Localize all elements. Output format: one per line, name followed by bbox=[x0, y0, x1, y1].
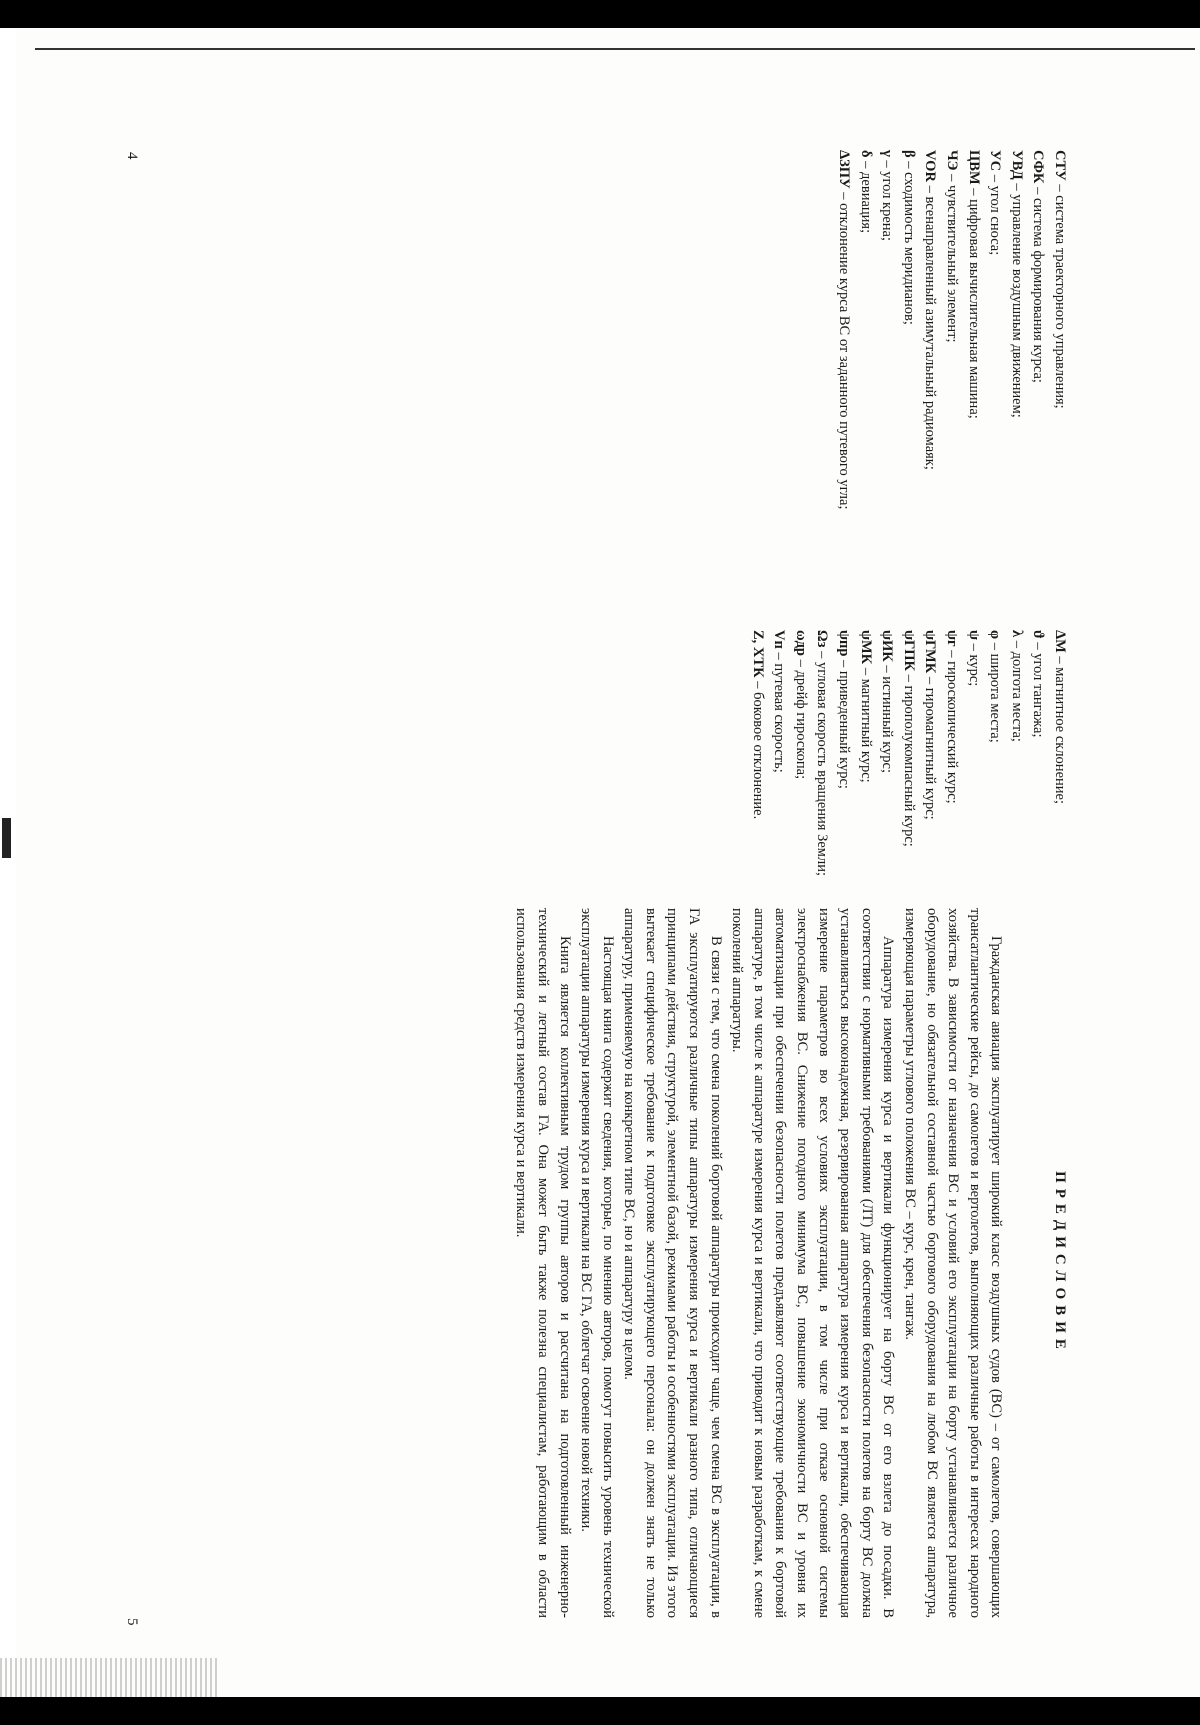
abbreviation-definition: – угол крена; bbox=[879, 156, 896, 242]
abbreviation-entry bbox=[940, 150, 962, 570]
abbreviation-term: ψ bbox=[965, 630, 982, 640]
abbreviation-term: δ bbox=[857, 150, 874, 158]
preface-title: ПРЕДИСЛОВИЕ bbox=[1052, 1171, 1068, 1355]
abbreviation-entry bbox=[1048, 150, 1070, 570]
abbreviation-definition: – управление воздушным движением; bbox=[1008, 179, 1025, 418]
abbreviation-list-left bbox=[832, 150, 1070, 570]
preface-section bbox=[510, 908, 1070, 1618]
abbreviation-definition: – отклонение курса ВС от заданного путевого угла; bbox=[836, 188, 853, 510]
preface-paragraph: Книга является коллективным трудом группы авторов и рассчитана на подготовленный инженерно-технический и летный состав ГА. Она может быть также полезна специалистам, работающим в области использования средств измерения курса и вертикали. bbox=[513, 908, 573, 1618]
abbreviation-term: ψГМК bbox=[922, 630, 939, 674]
abbreviation-term: VOR bbox=[922, 150, 939, 182]
abbreviation-definition: – угол тангажа; bbox=[1030, 638, 1047, 738]
abbreviation-definition: – курс; bbox=[965, 639, 982, 687]
abbreviation-term: ΔМ bbox=[1052, 630, 1068, 653]
abbreviation-definition: – гирополукомпасный курс; bbox=[900, 671, 917, 847]
abbreviation-definition: – дрейф гироскопа; bbox=[792, 656, 809, 780]
abbreviation-term: φ bbox=[987, 630, 1004, 640]
abbreviation-definition: – магнитное склонение; bbox=[1052, 652, 1068, 804]
abbreviation-definition: – широта места; bbox=[987, 639, 1004, 743]
abbreviation-term: СТУ bbox=[1052, 150, 1068, 181]
abbreviation-term: ψГПК bbox=[900, 630, 917, 671]
abbreviation-term: Vп bbox=[771, 630, 788, 649]
abbreviation-term: λ bbox=[1008, 630, 1025, 638]
abbreviation-term: ψМК bbox=[857, 630, 874, 665]
abbreviation-definition: – боковое отклонение. bbox=[749, 677, 766, 820]
abbreviation-entry bbox=[962, 150, 984, 570]
abbreviation-definition: – гиромагнитный курс; bbox=[922, 673, 939, 820]
abbreviation-definition: – система траекторного управления; bbox=[1052, 180, 1068, 409]
abbreviation-term: ψИК bbox=[879, 630, 896, 662]
abbreviation-term: УВД bbox=[1008, 150, 1025, 180]
abbreviation-definition: – долгота места; bbox=[1008, 637, 1025, 742]
abbreviation-definition: – путевая скорость; bbox=[771, 648, 788, 773]
page-number-right: 5 bbox=[124, 1618, 140, 1626]
abbreviation-term: ψг bbox=[944, 630, 961, 647]
abbreviation-term: ЦВМ bbox=[965, 150, 982, 185]
abbreviation-entry bbox=[832, 150, 854, 570]
abbreviation-entry bbox=[876, 150, 898, 570]
abbreviation-term: γ bbox=[879, 150, 896, 157]
abbreviation-definition: – цифровая вычислительная машина; bbox=[965, 184, 982, 419]
abbreviation-entry bbox=[1005, 150, 1027, 570]
abbreviation-term: ΔЗПУ bbox=[836, 150, 853, 189]
abbreviation-term: ψпр bbox=[836, 630, 853, 657]
abbreviation-definition: – девиация; bbox=[857, 157, 874, 234]
abbreviation-definition: – система формирования курса; bbox=[1030, 183, 1047, 383]
abbreviation-definition: – угол сноса; bbox=[987, 171, 1004, 256]
abbreviation-definition: – гироскопический курс; bbox=[944, 646, 961, 804]
rotated-page-content bbox=[0, 28, 1160, 1725]
abbreviation-term: ЧЭ bbox=[944, 150, 961, 171]
abbreviation-term: СФК bbox=[1030, 150, 1047, 184]
preface-paragraph: Аппаратура измерения курса и вертикали функционирует на борту ВС от его взлета до посадки. В соответствии с нормативными требованиями (ЛТ) для обеспечения безопасности полетов на борту ВС должна устанавливаться высоконадежная, резервированная аппаратура измерения курса и вертикали, обеспечивающая измерение параметров во всех условиях эксплуатации, в том числе при отказе основной системы электроснабжения ВС. Снижение погодного минимума ВС, повышение экономичности ВС и уровня их автоматизации при обеспечении безопасности полетов предъявляют соответствующие требования к бортовой аппаратуре, в том числе к аппаратуре измерения курса и вертикали, что приводит к новым разработкам, к смене поколений аппаратуры. bbox=[729, 908, 897, 1618]
abbreviation-term: Ωз bbox=[814, 630, 831, 648]
abbreviation-term: ωдр bbox=[792, 630, 809, 656]
abbreviation-entry bbox=[1027, 150, 1049, 570]
preface-paragraph: Настоящая книга содержит сведения, которые, по мнению авторов, помогут повысить уровень технической эксплуатации аппаратуры измерения курса и вертикали на ВС ГА, облегчат освоение новой техники. bbox=[578, 908, 616, 1618]
abbreviation-definition: – истинный курс; bbox=[879, 661, 896, 774]
abbreviation-entry bbox=[984, 150, 1006, 570]
preface-paragraph: В связи с тем, что смена поколений бортовой аппаратуры происходит чаще, чем смена ВС в эксплуатации, в ГА эксплуатируются различные типы аппаратуры измерения курса и вертикали разного типа, отличающиеся принципами действия, структурой, элементной базой, режимами работы и особенностями эксплуатации. Из этого вытекает специфическое требование к подготовке эксплуатирующего персонала: он должен знать не только аппаратуру, применяемую на конкретном типе ВС, но и аппаратуру в целом. bbox=[621, 908, 724, 1618]
abbreviation-definition: – сходимость меридианов; bbox=[900, 157, 917, 325]
abbreviation-definition: – всенаправленный азимутальный радиомаяк; bbox=[922, 181, 939, 470]
abbreviation-definition: – приведенный курс; bbox=[836, 656, 853, 789]
abbreviation-term: β bbox=[900, 150, 917, 158]
abbreviation-definition: – чувствительный элемент; bbox=[944, 170, 961, 343]
abbreviation-term: Z, ХТК bbox=[749, 630, 766, 678]
abbreviation-term: УС bbox=[987, 150, 1004, 172]
abbreviation-entry bbox=[897, 150, 919, 570]
abbreviation-entry bbox=[854, 150, 876, 570]
page-number-left: 4 bbox=[124, 152, 140, 160]
abbreviation-definition: – магнитный курс; bbox=[857, 664, 874, 783]
preface-body bbox=[510, 908, 1007, 1618]
abbreviation-definition: – угловая скорость вращения Земли; bbox=[814, 647, 831, 876]
abbreviation-term: ϑ bbox=[1030, 630, 1047, 639]
abbreviation-entry bbox=[919, 150, 941, 570]
preface-paragraph: Гражданская авиация эксплуатирует широкий класс воздушных судов (ВС) – от самолетов, совершающих трансатлантические рейсы, до самолетов и вертолетов, выполняющих различные работы в интересах народного хозяйства. В зависимости от назначения ВС и условий его эксплуатации на борту устанавливается различное оборудование, но обязательной составной частью бортового оборудования на любом ВС является аппаратура, измеряющая параметры углового положения ВС – курс, крен, тангаж. bbox=[902, 908, 1005, 1618]
